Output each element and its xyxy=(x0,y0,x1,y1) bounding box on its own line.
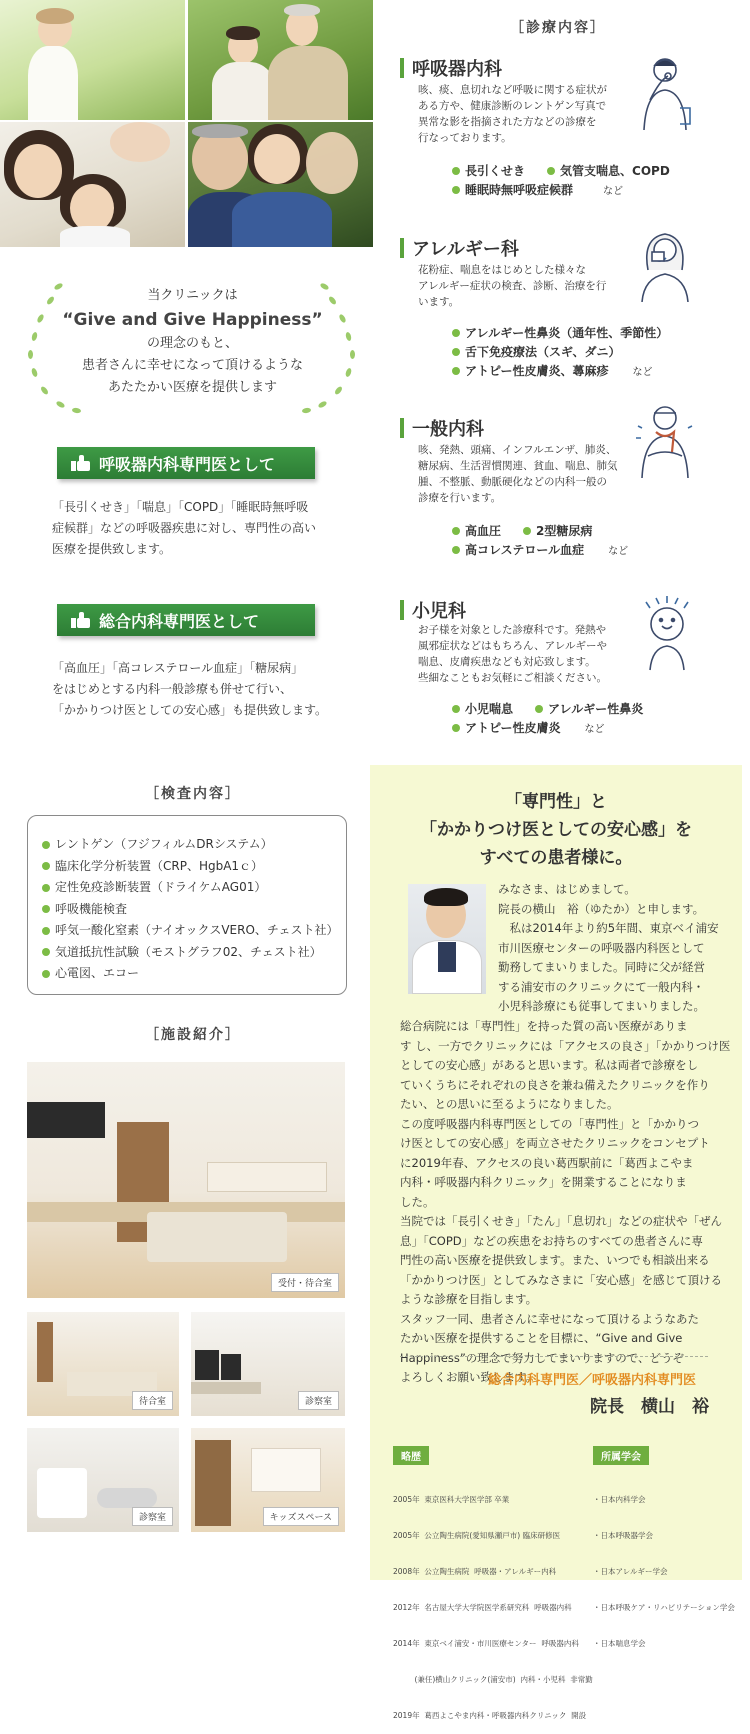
tag: 睡眠時無呼吸症候群 xyxy=(465,183,574,197)
message-line: 市川医療センターの呼吸器内科医として xyxy=(498,940,705,955)
service-desc-allergy xyxy=(418,262,618,310)
bullet-dot xyxy=(547,167,555,175)
bullet-dot xyxy=(452,527,460,535)
signature-role: 総合内科専門医／呼吸器内科専門医 xyxy=(488,1373,697,1388)
history-item: 2012年 名古屋大学大学院医学系研究科 呼吸器内科 xyxy=(393,1603,572,1612)
tag: 高血圧 xyxy=(465,524,502,538)
message-line: 内科・呼吸器内科クリニック」を開業することになりま xyxy=(400,1175,687,1189)
message-line: に2019年春、アクセスの良い葛西駅前に「葛西よこやま xyxy=(400,1155,694,1170)
internal-medicine-specialist-text xyxy=(52,658,332,721)
title-line: すべての患者様に。 xyxy=(479,848,633,868)
service-title-pediatrics xyxy=(400,597,466,623)
divider xyxy=(400,1356,708,1357)
message-line: Happiness”の理念で努力してまいりますので、どうぞ xyxy=(400,1350,685,1365)
desc-line: います。 xyxy=(418,296,460,308)
tag-row xyxy=(452,719,605,736)
message-line: たかい医療を提供することを目標に、“Give and Give xyxy=(400,1331,683,1345)
message-title xyxy=(370,788,742,872)
bullet-dot xyxy=(42,905,50,913)
etc-label: など xyxy=(608,546,629,557)
desc-line: 行なっております。 xyxy=(418,132,512,144)
respiratory-specialist-text xyxy=(52,497,332,560)
history-list xyxy=(393,1470,593,1734)
banner-title: 総合内科専門医として xyxy=(99,611,260,631)
service-desc-respiratory xyxy=(418,82,618,146)
desc-line: 腫、不整脈、動脈硬化などの内科一般の xyxy=(418,476,607,488)
bullet-dot xyxy=(452,167,460,175)
title-bar xyxy=(400,58,404,78)
society-item: ・日本喘息学会 xyxy=(593,1639,646,1648)
exam-heading: ［検査内容］ xyxy=(145,786,241,802)
title-bar xyxy=(400,600,404,620)
desc-line: お子様を対象とした診療科です。発熱や xyxy=(418,624,607,636)
message-line: 息」「COPD」などの疾患をお持ちのすべての患者さんに専 xyxy=(400,1233,703,1248)
tag: アレルギー性鼻炎（通年性、季節性） xyxy=(465,326,669,340)
society-heading: 所属学会 xyxy=(593,1446,649,1465)
tag: 2型糖尿病 xyxy=(536,524,593,538)
society-item: ・日本内科学会 xyxy=(593,1495,646,1504)
message-line: 小児科診療にも従事してまいりました。 xyxy=(498,999,705,1013)
facility-label: 診察室 xyxy=(132,1507,173,1526)
services-heading: ［診療内容］ xyxy=(510,20,606,36)
message-line: この度呼吸器内科専門医としての「専門性」と「かかりつ xyxy=(400,1116,699,1131)
history-item: (兼任)横山クリニック(浦安市) 内科・小児科 非常勤 xyxy=(393,1675,593,1684)
message-line: する浦安市のクリニックにて一般内科・ xyxy=(498,979,705,994)
tag: 舌下免疫療法（スギ、ダニ） xyxy=(465,345,621,359)
title-line: 「かかりつけ医としての安心感」を xyxy=(420,820,692,840)
history-item: 2019年 葛西よこやま内科・呼吸器内科クリニック 開設 xyxy=(393,1711,587,1720)
history-item: 2005年 公立陶生病院(愛知県瀬戸市) 臨床研修医 xyxy=(393,1531,561,1540)
tag-row xyxy=(452,181,623,198)
etc-label: など xyxy=(584,724,605,735)
bullet-dot xyxy=(42,862,50,870)
exam-item xyxy=(42,963,346,985)
exam-item xyxy=(42,856,346,878)
bullet-dot xyxy=(452,705,460,713)
history-item: 2014年 東京ベイ浦安・市川医療センター 呼吸器内科 xyxy=(393,1639,579,1648)
exam-item-text: 呼気一酸化窒素（ナイオックスVERO、チェスト社） xyxy=(55,923,339,937)
message-line: 私は2014年より約5年間、東京ベイ浦安 xyxy=(498,921,719,935)
tag: アトピー性皮膚炎 xyxy=(465,721,561,735)
message-line: 院長の横山 裕（ゆたか）と申します。 xyxy=(498,901,705,916)
tag: アレルギー性鼻炎 xyxy=(548,702,644,716)
tag-row xyxy=(452,522,592,539)
internal-medicine-specialist-banner xyxy=(57,604,315,636)
facility-heading: ［施設紹介］ xyxy=(145,1027,241,1043)
photo-grandfather-and-child xyxy=(188,122,373,247)
desc-line: 異常な影を指摘された方などの診療を xyxy=(418,116,597,128)
tag: 気管支喘息、COPD xyxy=(560,164,670,178)
title-bar xyxy=(400,418,404,438)
bullet-dot xyxy=(42,841,50,849)
service-title-allergy xyxy=(400,235,519,261)
message-line: 「かかりつけ医」としてみなさまに「安心感」を感じて頂ける xyxy=(400,1272,722,1287)
service-title-text: 呼吸器内科 xyxy=(412,59,502,80)
etc-label: など xyxy=(603,186,624,197)
service-desc-general xyxy=(418,442,618,506)
message-line: け医としての安心感」を両立させたクリニックをコンセプト xyxy=(400,1136,710,1150)
signature-name: 院長 横山 裕 xyxy=(590,1397,709,1417)
society-item: ・日本呼吸ケア・リハビリテーション学会 xyxy=(593,1603,735,1612)
exam-list-box xyxy=(27,815,347,995)
intro-line: の理念のもと、 xyxy=(146,336,238,351)
tag-row xyxy=(452,541,628,558)
history-item: 2005年 東京医科大学医学部 卒業 xyxy=(393,1495,510,1504)
message-line: よろしくお願い致します。 xyxy=(400,1370,538,1384)
service-title-text: 小児科 xyxy=(412,601,466,622)
para-line: をはじめとする内科一般診療も併せて行い、 xyxy=(52,682,293,696)
title-line: 「専門性」と xyxy=(505,792,607,812)
bullet-dot xyxy=(452,186,460,194)
desc-line: 風邪症状などはもちろん、アレルギーや xyxy=(418,640,607,652)
photo-child-in-field xyxy=(0,0,185,120)
coughing-man-icon xyxy=(630,50,700,130)
intro-slogan: “Give and Give Happiness” xyxy=(62,310,323,330)
bullet-dot xyxy=(452,724,460,732)
desc-line: 糖尿病、生活習慣関連、貧血、喘息、肺気 xyxy=(418,460,618,472)
message-side-text xyxy=(498,880,738,1017)
director-photo xyxy=(408,884,486,994)
cold-man-icon xyxy=(630,398,700,478)
bullet-dot xyxy=(452,367,460,375)
facility-label: キッズスペース xyxy=(263,1507,339,1526)
photo-elderly-couple xyxy=(188,0,373,120)
exam-item-text: 気道抵抗性試験（モストグラフ02、チェスト社） xyxy=(55,944,322,959)
history-heading: 略歴 xyxy=(393,1446,429,1465)
message-line: たい、との思いに至るようになりました。 xyxy=(400,1097,619,1111)
exam-item xyxy=(42,899,346,921)
exam-item-text: 心電図、エコー xyxy=(55,966,140,980)
bullet-dot xyxy=(535,705,543,713)
sneezing-woman-icon xyxy=(630,222,700,302)
message-line: す し、一方でクリニックには「アクセスの良さ」「かかりつけ医 xyxy=(400,1038,731,1053)
tag: 小児喘息 xyxy=(465,702,514,716)
para-line: 「かかりつけ医としての安心感」も提供致します。 xyxy=(52,703,328,717)
society-item: ・日本アレルギー学会 xyxy=(593,1567,668,1576)
thumbs-up-icon xyxy=(71,455,91,471)
exam-item-text: 呼吸機能検査 xyxy=(55,901,128,916)
desc-line: 咳、発熱、頭痛、インフルエンザ、肺炎、 xyxy=(418,444,617,456)
para-line: 医療を提供致します。 xyxy=(52,542,172,556)
desc-line: 些細なこともお気軽にご相談ください。 xyxy=(418,672,607,684)
desc-line: 花粉症、喘息をはじめとした様々な xyxy=(418,264,586,276)
para-line: 「高血圧」「高コレステロール血症」「糖尿病」 xyxy=(52,661,304,675)
message-line: としての安心感」があると思います。私は両者で診療をし xyxy=(400,1058,699,1072)
tag-row xyxy=(452,362,653,379)
intro-line: 患者さんに幸せになって頂けるような xyxy=(81,358,303,373)
bullet-dot xyxy=(42,970,50,978)
bullet-dot xyxy=(42,948,50,956)
para-line: 「長引くせき」「喘息」「COPD」「睡眠時無呼吸 xyxy=(52,500,309,514)
message-body-text xyxy=(400,1017,740,1388)
etc-label: など xyxy=(632,367,653,378)
message-line: 当院では「長引くせき」「たん」「息切れ」などの症状や「ぜん xyxy=(400,1214,722,1228)
exam-item xyxy=(42,877,346,899)
exam-item-text: 定性免疫診断装置（ドライケムAG01） xyxy=(55,880,267,894)
photo-kids-space xyxy=(191,1428,345,1532)
message-line: 門性の高い医療を提供致します。また、いつでも相談出来る xyxy=(400,1253,710,1267)
message-line: スタッフ一同、患者さんに幸せになって頂けるようなあた xyxy=(400,1311,699,1326)
tag: 高コレステロール血症 xyxy=(465,543,585,557)
tag-row xyxy=(452,162,670,179)
society-list xyxy=(593,1470,738,1662)
intro-line: 当クリニックは xyxy=(147,288,238,303)
photo-exam-room-2 xyxy=(27,1428,179,1532)
exam-item xyxy=(42,942,346,964)
banner-title: 呼吸器内科専門医として xyxy=(99,454,276,474)
desc-line: 咳、痰、息切れなど呼吸に関する症状が xyxy=(418,84,607,96)
facility-label: 待合室 xyxy=(132,1391,173,1410)
message-line: 総合病院には「専門性」を持った質の高い医療がありま xyxy=(400,1019,688,1033)
bullet-dot xyxy=(523,527,531,535)
message-line: みなさま、はじめまして。 xyxy=(498,882,636,896)
history-item: 2008年 公立陶生病院 呼吸器・アレルギー内科 xyxy=(393,1567,557,1576)
desc-line: アレルギー症状の検査、診断、治療を行 xyxy=(418,280,607,292)
message-line: した。 xyxy=(400,1194,435,1209)
desc-line: 喘息、皮膚疾患なども対応致します。 xyxy=(418,656,596,668)
desc-line: 診療を行います。 xyxy=(418,492,502,504)
thumbs-up-icon xyxy=(71,612,91,628)
photo-mother-and-daughter xyxy=(0,122,185,247)
respiratory-specialist-banner xyxy=(57,447,315,479)
bullet-dot xyxy=(42,927,50,935)
tag-row xyxy=(452,324,668,341)
message-line: 勤務してまいりました。同時に父が経営 xyxy=(498,960,705,974)
message-line: ような診療を目指します。 xyxy=(400,1292,538,1306)
bullet-dot xyxy=(452,546,460,554)
bullet-dot xyxy=(452,348,460,356)
exam-item xyxy=(42,834,346,856)
photo-waiting-room xyxy=(27,1312,179,1416)
bullet-dot xyxy=(42,884,50,892)
photo-exam-room-1 xyxy=(191,1312,345,1416)
exam-item xyxy=(42,920,346,942)
facility-label: 受付・待合室 xyxy=(271,1273,339,1292)
philosophy-text xyxy=(25,285,360,399)
tag-row xyxy=(452,343,621,360)
intro-line: あたたかい医療を提供します xyxy=(107,380,277,395)
exam-item-text: レントゲン（フジフィルムDRシステム） xyxy=(55,837,273,851)
service-title-text: アレルギー科 xyxy=(412,239,519,260)
service-title-general xyxy=(400,415,484,441)
service-desc-pediatrics xyxy=(418,622,618,686)
baby-icon xyxy=(632,592,702,672)
message-line: ていくうちにそれぞれの良さを兼ね備えたクリニックを作り xyxy=(400,1077,710,1092)
society-item: ・日本呼吸器学会 xyxy=(593,1531,653,1540)
tag: アトピー性皮膚炎、蕁麻疹 xyxy=(465,364,609,378)
service-title-text: 一般内科 xyxy=(412,419,484,440)
exam-item-text: 臨床化学分析装置（CRP、HgbA1ｃ） xyxy=(55,858,264,873)
desc-line: ある方や、健康診断のレントゲン写真で xyxy=(418,100,607,112)
service-title-respiratory xyxy=(400,55,502,81)
bullet-dot xyxy=(452,329,460,337)
para-line: 症候群」などの呼吸器疾患に対し、専門性の高い xyxy=(52,521,317,535)
tag-row xyxy=(452,700,643,717)
tag: 長引くせき xyxy=(465,164,526,178)
facility-label: 診察室 xyxy=(298,1391,339,1410)
photo-reception xyxy=(27,1062,345,1298)
title-bar xyxy=(400,238,404,258)
